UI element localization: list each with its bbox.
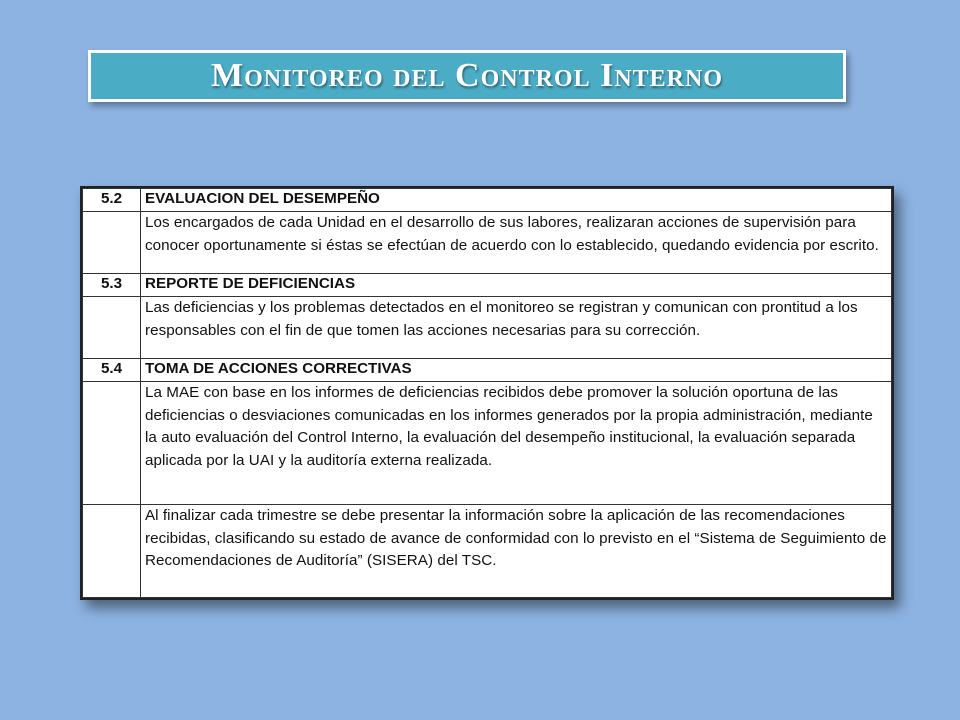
section-paragraph: Las deficiencias y los problemas detectados en el monitoreo se registran y comunican con prontitud a los responsables con el fin de que tomen las acciones necesarias para su corrección. [141,297,892,359]
slide-title: Monitoreo del Control Interno [210,57,723,94]
section-heading: EVALUACION DEL DESEMPEÑO [141,189,892,212]
section-paragraph: Los encargados de cada Unidad en el desarrollo de sus labores, realizaran acciones de supervisión para conocer oportunamente si éstas se efectúan de acuerdo con lo establecido, quedando evidencia por escrito. [141,212,892,274]
section-heading: TOMA DE ACCIONES CORRECTIVAS [141,359,892,382]
slide-title-box [88,50,846,102]
section-body-row [83,505,892,598]
section-header-row [83,274,892,297]
section-number-empty-cell [83,297,141,359]
section-body-row [83,382,892,505]
sections-table [82,188,892,598]
section-number: 5.4 [83,359,141,382]
document-image [80,186,894,600]
section-number: 5.2 [83,189,141,212]
section-body-row [83,297,892,359]
section-number: 5.3 [83,274,141,297]
section-header-row [83,189,892,212]
section-number-empty-cell [83,505,141,598]
section-heading: REPORTE DE DEFICIENCIAS [141,274,892,297]
section-number-empty-cell [83,382,141,505]
section-body-row [83,212,892,274]
section-number-empty-cell [83,212,141,274]
section-paragraph: Al finalizar cada trimestre se debe presentar la información sobre la aplicación de las recomendaciones recibidas, clasificando su estado de avance de conformidad con lo previsto en el “Sistema de Seguimiento de Recomendaciones de Auditoría” (SISERA) del TSC. [141,505,892,598]
section-header-row [83,359,892,382]
section-paragraph: La MAE con base en los informes de deficiencias recibidos debe promover la solución oportuna de las deficiencias o desviaciones comunicadas en los informes generados por la propia administración, mediante la auto evaluación del Control Interno, la evaluación del desempeño institucional, la evaluación separada aplicada por la UAI y la auditoría externa realizada. [141,382,892,505]
